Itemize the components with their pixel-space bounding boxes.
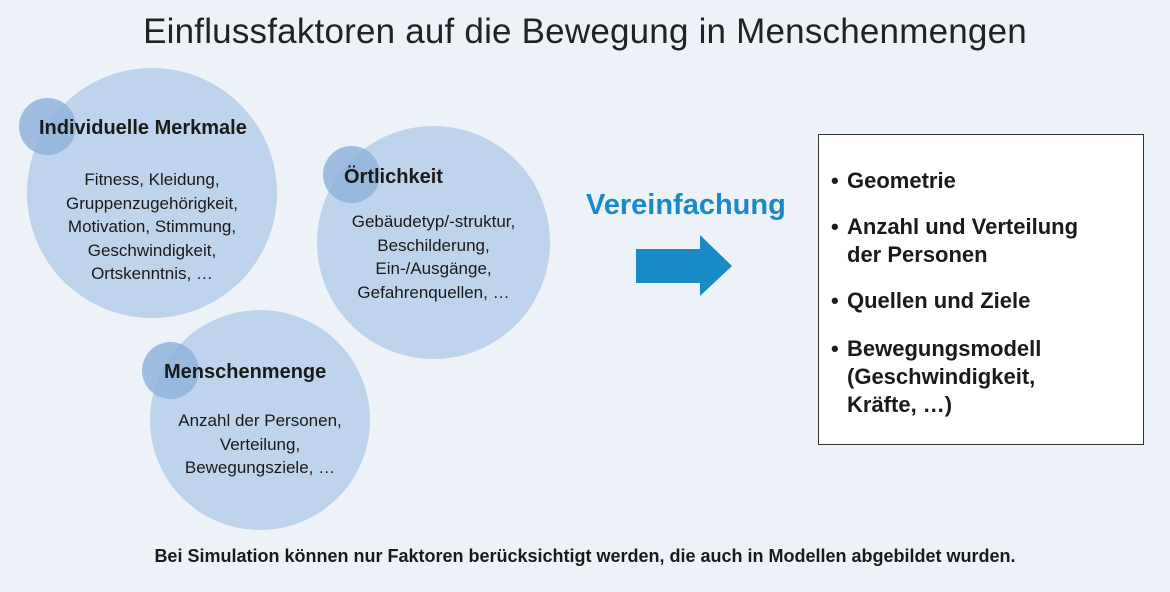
circle-location-line: Ein-/Ausgänge, [375, 259, 492, 278]
simplification-label: Vereinfachung [586, 189, 786, 221]
right-arrow-icon [636, 235, 734, 297]
circle-location-line: Beschilderung, [377, 235, 490, 255]
circle-crowd-line: Anzahl der Personen, [178, 411, 342, 430]
circle-crowd-line: Bewegungsziele, … [184, 458, 336, 477]
circle-location-title: Örtlichkeit [344, 166, 443, 188]
bullet: • [831, 168, 839, 193]
circle-individual-features-title: Individuelle Merkmale [39, 117, 247, 139]
list-item-line: Geometrie [847, 168, 956, 193]
list-item-line: (Geschwindigkeit, [847, 364, 1036, 389]
circle-crowd-line: Verteilung, [219, 434, 301, 454]
circle-location-body [317, 210, 550, 304]
simplified-factors-box [818, 134, 1144, 445]
list-item-persons [831, 213, 1078, 269]
circle-individual-features-line: Gruppenzugehörigkeit, [65, 193, 238, 213]
list-item-line: der Personen [847, 242, 988, 267]
circle-individual-features-line: Fitness, Kleidung, [84, 170, 220, 189]
circle-location-line: Gebäudetyp/-struktur, [351, 212, 516, 231]
footer-note: Bei Simulation können nur Faktoren berücksichtigt werden, die auch in Modellen abgebildet wurden. [154, 546, 1016, 566]
list-item-line: Kräfte, …) [847, 392, 953, 417]
bullet: • [831, 336, 839, 361]
list-item-line: Bewegungsmodell [847, 336, 1042, 361]
list-item-movement-model [831, 335, 1041, 419]
list-item-line: Anzahl und Verteilung [847, 214, 1079, 239]
bullet: • [831, 288, 839, 313]
circle-crowd-title: Menschenmenge [164, 361, 327, 383]
bullet: • [831, 214, 839, 239]
circle-individual-features-line: Motivation, Stimmung, [67, 217, 237, 236]
circle-individual-features-body [27, 168, 277, 286]
circle-location-line: Gefahrenquellen, … [357, 282, 510, 302]
list-item-line: Quellen und Ziele [847, 288, 1031, 313]
circle-individual-features-line: Ortskenntnis, … [91, 264, 213, 283]
list-item-sources-targets [831, 287, 1030, 315]
diagram-title: Einflussfaktoren auf die Bewegung in Menschenmengen [143, 12, 1027, 51]
circle-individual-features-line: Geschwindigkeit, [87, 240, 217, 260]
list-item-geometry [831, 167, 956, 195]
circle-crowd-body [150, 409, 370, 480]
